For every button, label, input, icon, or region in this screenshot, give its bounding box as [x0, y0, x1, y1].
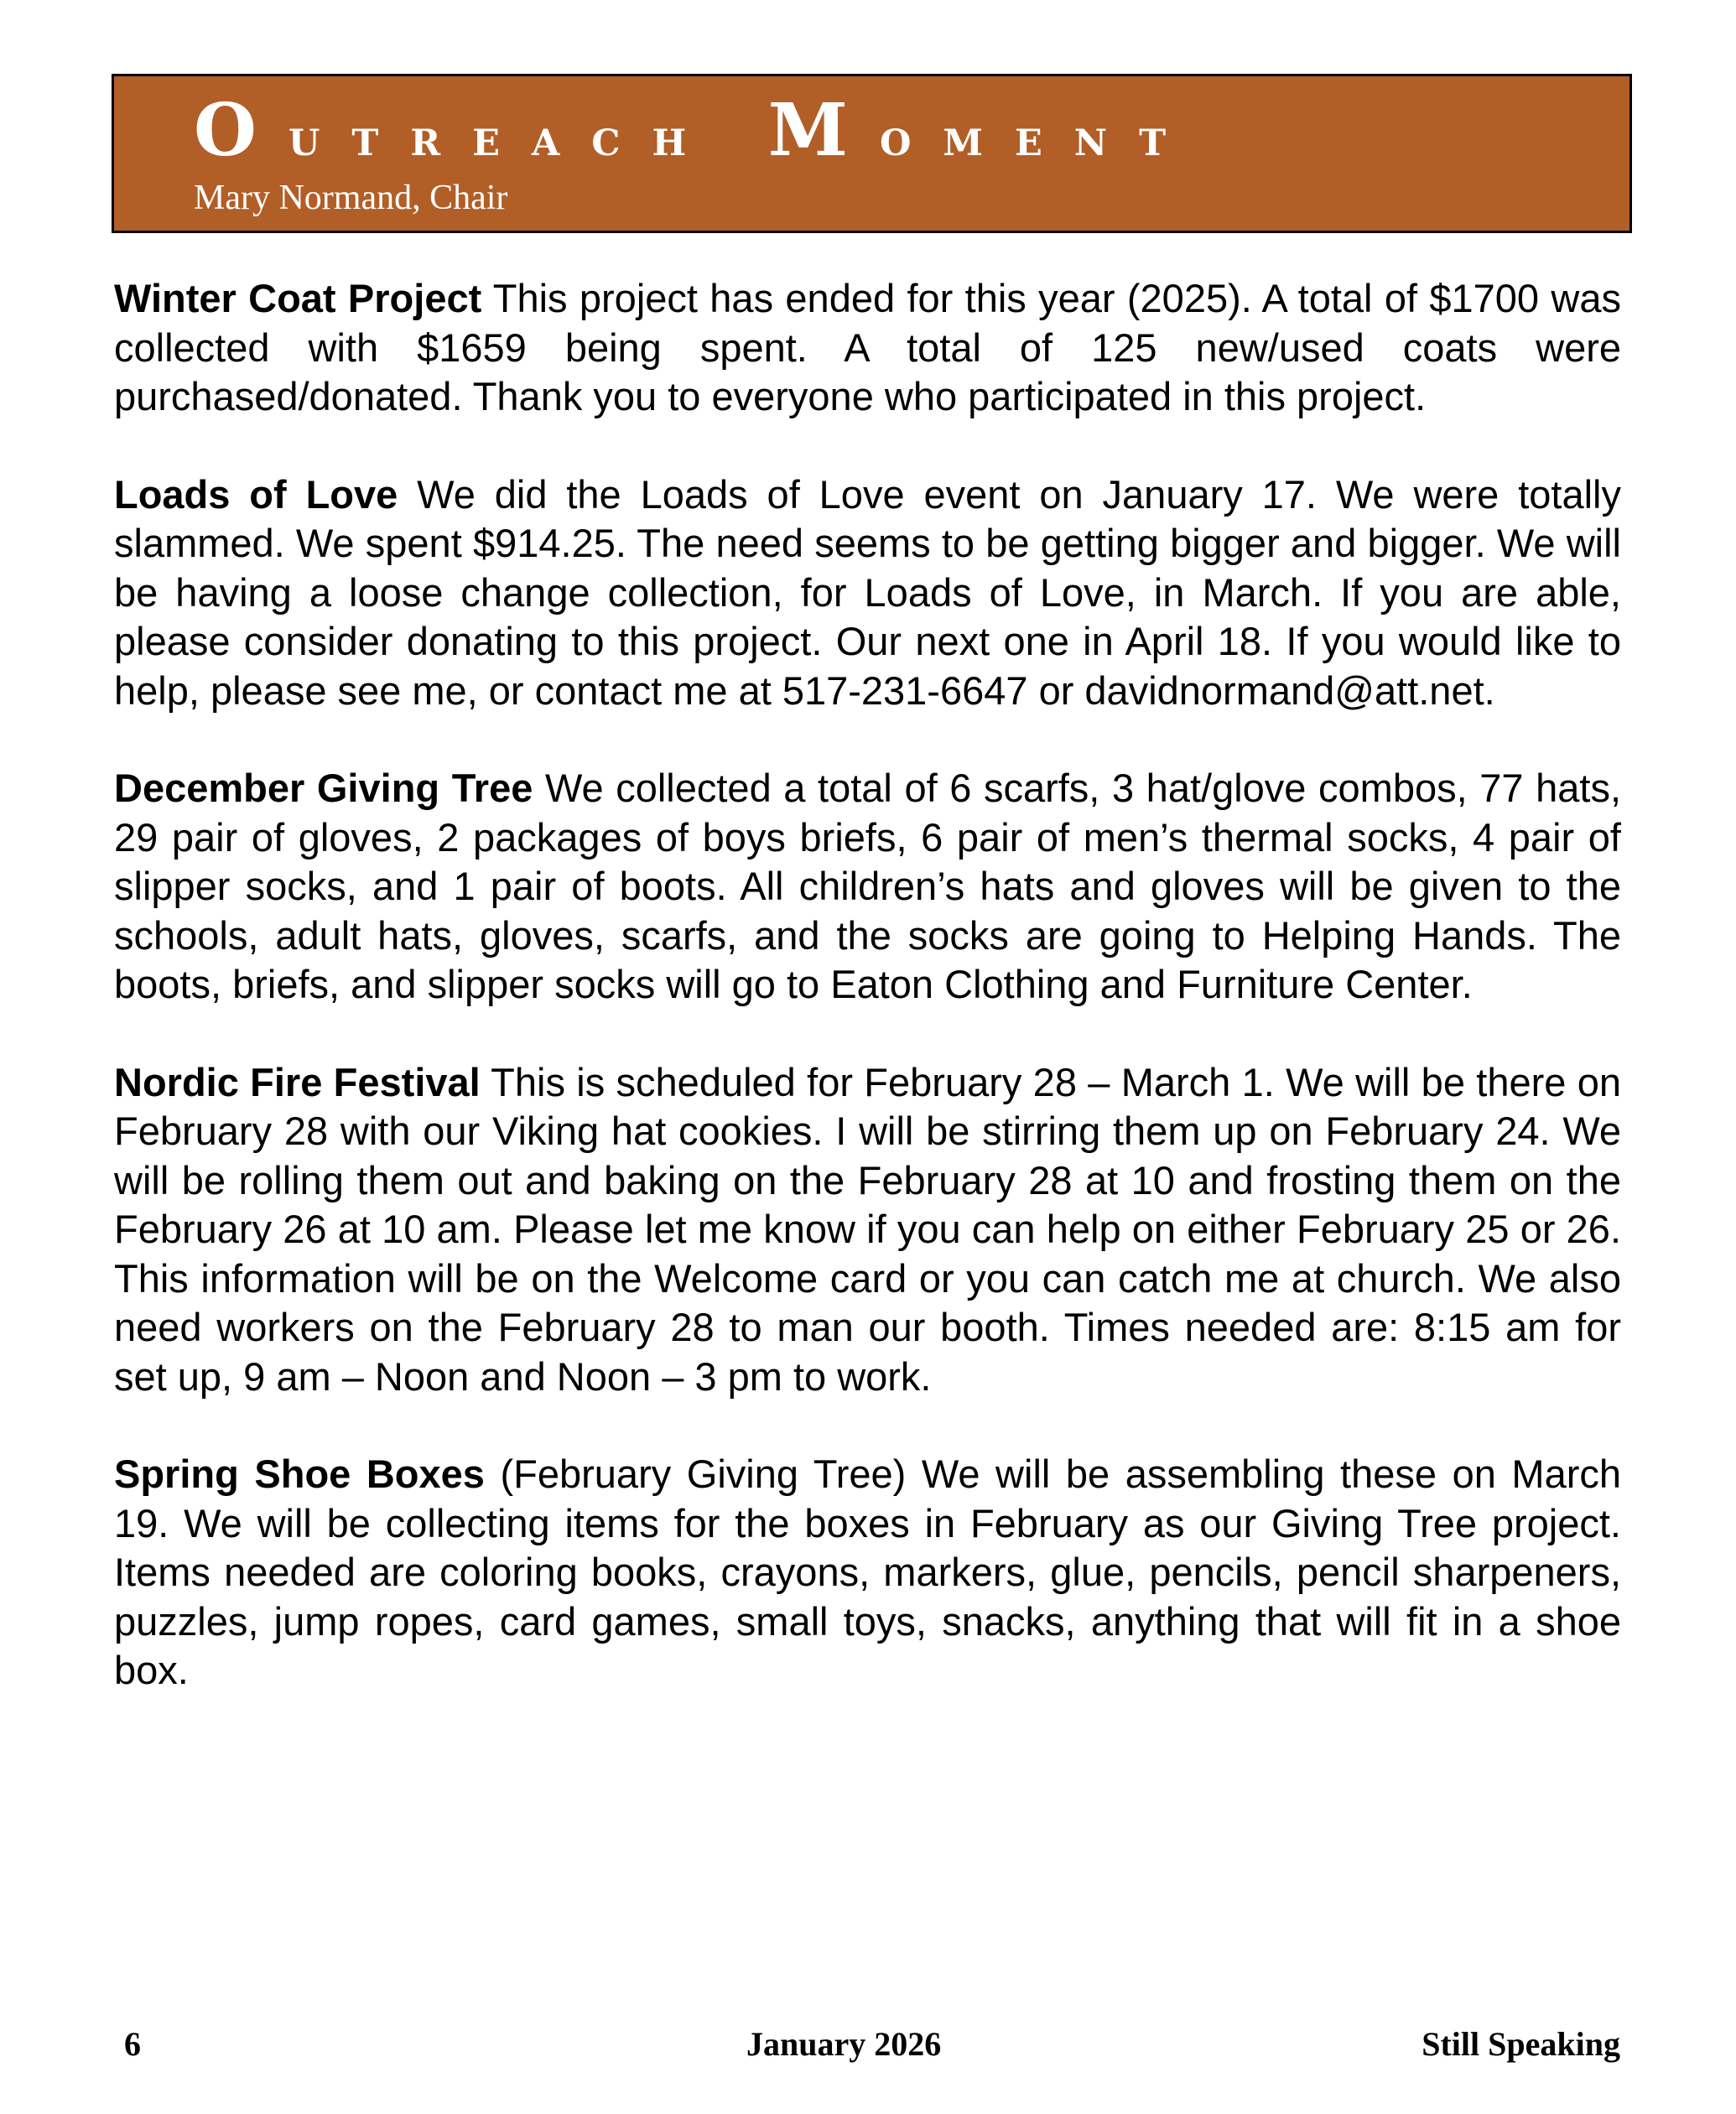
- paragraph-winter-coat-project: [114, 274, 1621, 422]
- footer-issue-date: January 2026: [746, 2025, 942, 2063]
- footer-page-number: 6: [124, 2025, 141, 2063]
- paragraph-text: We did the Loads of Love event on January 17. We were totally slammed. We spent $914.25. The need seems to be getting bigger and bigger. We will be having a loose change collection, for Loads of Love, in March. If you are able, please consider donating to this project. Our next one in April 18. If you would like to help, please see me, or contact me at 517-231-6647 or davidnormand@att.net.: [114, 471, 1621, 713]
- paragraph-loads-of-love: [114, 470, 1621, 716]
- paragraph-text: We collected a total of 6 scarfs, 3 hat/glove combos, 77 hats, 29 pair of gloves, 2 packages of boys briefs, 6 pair of men’s thermal socks, 4 pair of slipper socks, and 1 pair of boots. All children’s hats and gloves will be given to the schools, adult hats, gloves, scarfs, and the socks are going to Helping Hands. The boots, briefs, and slipper socks will go to Eaton Clothing and Furniture Center.: [114, 766, 1621, 1006]
- title-initial-2: M: [767, 88, 880, 173]
- paragraph-text: This project has ended for this year (2025). A total of $1700 was collected with $1659 being spent. A total of 125 new/used coats were purchased/donated. Thank you to everyone who participated in this project.: [114, 276, 1621, 418]
- paragraph-heading: Winter Coat Project: [114, 276, 482, 320]
- paragraph-heading: December Giving Tree: [114, 766, 533, 810]
- section-header-banner: [112, 74, 1632, 233]
- paragraph-heading: Nordic Fire Festival: [114, 1059, 481, 1104]
- section-title: [194, 88, 1198, 173]
- paragraph-text: (February Giving Tree) We will be assembling these on March 19. We will be collecting items for the boxes in February as our Giving Tree project. Items needed are coloring books, crayons, markers, glue, pencils, pencil sharpeners, puzzles, jump ropes, card games, small toys, snacks, anything that will fit in a shoe box.: [114, 1452, 1621, 1692]
- paragraph-nordic-fire-festival: [114, 1058, 1621, 1402]
- article-body: [114, 274, 1621, 1744]
- paragraph-text: This is scheduled for February 28 – March 1. We will be there on February 28 with our Viking hat cookies. I will be stirring them up on February 24. We will be rolling them out and baking on the February 28 at 10 and frosting them on the February 26 at 10 am. Please let me know if you can help on either February 25 or 26. This information will be on the Welcome card or you can catch me at church. We also need workers on the February 28 to man our booth. Times needed are: 8:15 am for set up, 9 am – Noon and Noon – 3 pm to work.: [114, 1059, 1621, 1399]
- title-rest-2: oment: [879, 106, 1198, 168]
- section-subtitle: Mary Normand, Chair: [194, 179, 508, 217]
- paragraph-spring-shoe-boxes: [114, 1450, 1621, 1696]
- title-rest-1: utreach: [288, 106, 719, 168]
- paragraph-heading: Spring Shoe Boxes: [114, 1452, 485, 1496]
- paragraph-heading: Loads of Love: [114, 471, 398, 517]
- title-initial-1: O: [194, 88, 288, 173]
- paragraph-december-giving-tree: [114, 764, 1621, 1010]
- footer-publication-name: Still Speaking: [1422, 2025, 1620, 2063]
